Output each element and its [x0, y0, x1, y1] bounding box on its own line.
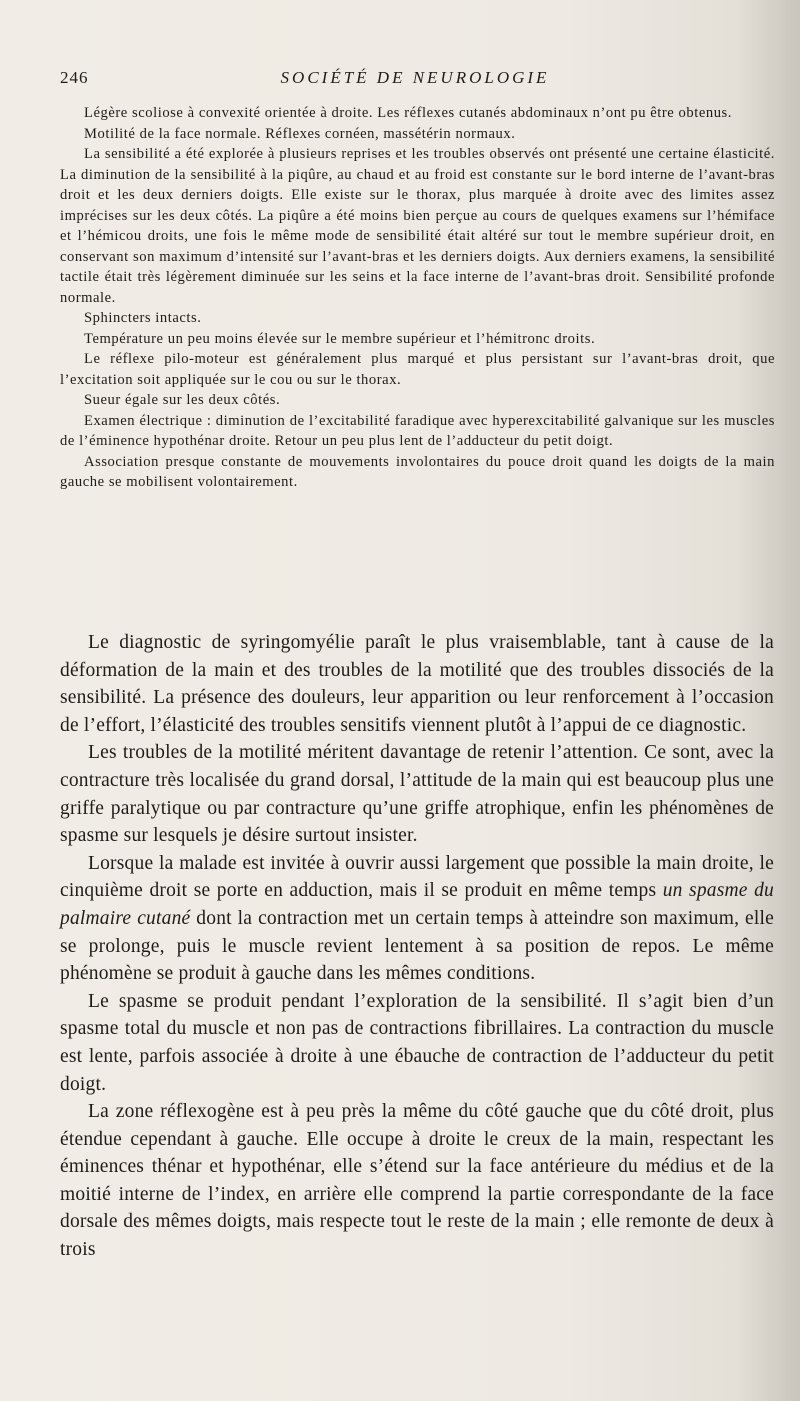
paragraph-face-motility: Motilité de la face normale. Réflexes cornéen, massétérin normaux.: [84, 125, 516, 142]
paragraph-involuntary-movements: Association presque constante de mouvements involontaires du pouce droit quand les doigts de la main gauche se mobilisent volontairement.: [60, 453, 775, 490]
paragraph-reflexogenic-zone: La zone réflexogène est à peu près la même du côté gauche que du côté droit, plus étendue cependant à gauche. Elle occupe à droite le creux de la main, respectant les éminences thénar et hypothénar, elle s’étend sur la face antérieure du médius et de la moitié interne de l’index, en arrière elle comprend la partie correspondante de la face dorsale des mêmes doigts, mais respecte tout le reste de la main ; elle remonte de deux à trois: [60, 1101, 774, 1261]
paragraph-scoliosis: Légère scoliose à convexité orientée à droite. Les réflexes cutanés abdominaux n’ont pu être obtenus.: [84, 105, 732, 121]
paragraph-motility-troubles: Les troubles de la motilité méritent davantage de retenir l’attention. Ce sont, avec la contracture très localisée du grand dorsal, l’attitude de la main qui est beaucoup plus une griffe paralytique ou par contracture qu’une griffe atrophique, enfin les phénomènes de spasme sur lesquels je désire surtout insister.: [60, 742, 774, 847]
spasm-text-before: Lorsque la malade est invitée à ouvrir aussi largement que possible la main droite, le cinquième droit se porte en adduction, mais il se produit en même temps: [60, 852, 774, 902]
page-header: [60, 68, 770, 92]
running-title: SOCIÉTÉ DE NEUROLOGIE: [280, 68, 550, 87]
observation-details: [60, 103, 775, 493]
discussion-text: [60, 629, 774, 1264]
spasm-term-italic: un spasme du palmaire cutané: [60, 880, 774, 929]
page-number: 246: [60, 68, 89, 87]
spasm-text-after: dont la contraction met un certain temps à atteindre son maximum, elle se prolonge, puis le muscle revient lentement à sa position de repos. Le même phénomène se produit à gauche dans les mêmes conditions.: [60, 907, 774, 985]
paragraph-spasm-exploration: Le spasme se produit pendant l’exploration de la sensibilité. Il s’agit bien d’un spasme total du muscle et non pas de contractions fibrillaires. La contraction du muscle est lente, parfois associée à droite à une ébauche de contraction de l’adducteur du petit doigt.: [60, 990, 774, 1095]
paragraph-diagnosis: Le diagnostic de syringomyélie paraît le plus vraisemblable, tant à cause de la déformation de la main et des troubles de la motilité que des troubles dissociés de la sensibilité. La présence des douleurs, leur apparition ou leur renforcement à l’occasion de l’effort, l’élasticité des troubles sensitifs viennent plutôt à l’appui de ce diagnostic.: [60, 632, 774, 736]
paragraph-temperature: Température un peu moins élevée sur le membre supérieur et l’hémitronc droits.: [84, 330, 596, 347]
paragraph-sweat: Sueur égale sur les deux côtés.: [84, 392, 281, 408]
paragraph-spasm-description: [60, 850, 774, 988]
paragraph-pilomotor-reflex: Le réflexe pilo-moteur est généralement plus marqué et plus persistant sur l’avant-bras droit, que l’excitation soit appliquée sur le cou ou sur le thorax.: [60, 351, 775, 388]
paragraph-sphincters: Sphincters intacts.: [84, 310, 202, 326]
paragraph-sensibility: La sensibilité a été explorée à plusieurs reprises et les troubles observés ont présenté une certaine élasticité. La diminution de la sensibilité à la piqûre, au chaud et au froid est constante sur le bord interne de l’avant-bras droit et les deux derniers doigts. Elle existe sur le thorax, plus marquée à droite avec des limites assez imprécises sur les deux côtés. La piqûre a été moins bien perçue au cours de quelques examens sur l’hémiface et l’hémicou droits, une fois le même mode de sensibilité était altéré sur tout le membre supérieur droit, en conservant son maximum d’intensité sur l’avant-bras et les derniers doigts. Aux derniers examens, la sensibilité tactile était très légèrement diminuée sur les seins et la face interne de l’avant-bras droit. Sensibilité profonde normale.: [60, 146, 775, 306]
paragraph-electrical-exam: Examen électrique : diminution de l’excitabilité faradique avec hyperexcitabilité galvanique sur les muscles de l’éminence hypothénar droite. Retour un peu plus lent de l’adducteur du petit doigt.: [60, 412, 775, 449]
